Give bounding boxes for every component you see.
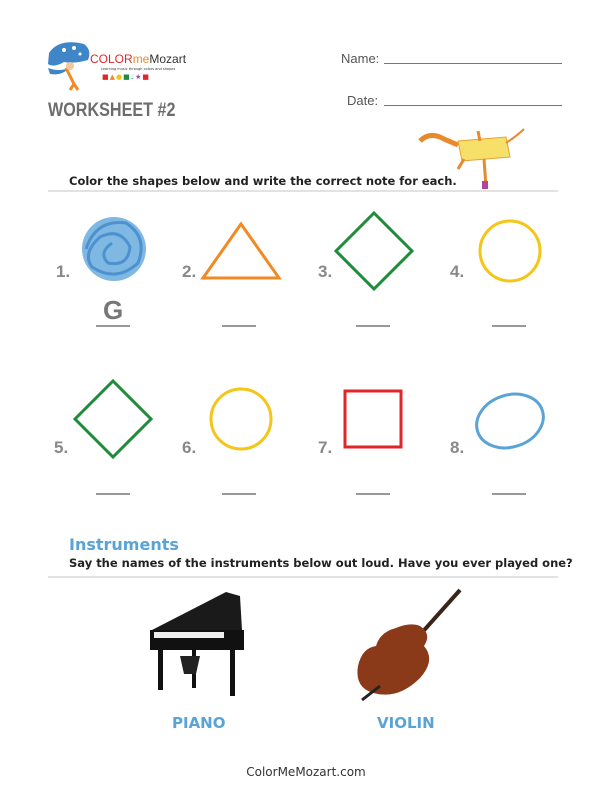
circle-shape[interactable] xyxy=(208,386,274,452)
grand-piano-image-icon xyxy=(140,590,250,702)
date-label: Date: xyxy=(347,93,379,108)
shapes-instructions: Color the shapes below and write the correct note for each. xyxy=(69,174,457,188)
answer-blank[interactable] xyxy=(492,325,526,327)
shape-number: 1. xyxy=(56,262,71,281)
name-label: Name: xyxy=(341,51,380,66)
triangle-shape[interactable] xyxy=(200,220,282,282)
shape-number: 6. xyxy=(182,438,197,457)
name-field[interactable] xyxy=(384,63,562,64)
answer-blank[interactable] xyxy=(492,493,526,495)
diamond-shape[interactable] xyxy=(72,378,154,460)
mozart-piano-logo-icon xyxy=(44,38,94,98)
answer-blank[interactable] xyxy=(356,325,390,327)
divider xyxy=(48,190,558,192)
shape-number: 4. xyxy=(450,262,465,281)
divider xyxy=(48,576,558,578)
answer-blank[interactable] xyxy=(222,325,256,327)
shape-number: 8. xyxy=(450,438,465,457)
shape-number: 3. xyxy=(318,262,333,281)
answer-blank[interactable] xyxy=(96,325,130,327)
answer-blank[interactable] xyxy=(96,493,130,495)
shape-number: 2. xyxy=(182,262,197,281)
date-field[interactable] xyxy=(384,105,562,106)
logo-text: COLORmeMozart xyxy=(90,52,187,66)
piano-label: PIANO xyxy=(172,714,226,732)
answer-text[interactable]: G xyxy=(103,295,124,325)
scribble-circle-shape[interactable] xyxy=(76,213,152,285)
logo-tagline: Learning music through colors and shapes xyxy=(101,67,176,71)
answer-blank[interactable] xyxy=(222,493,256,495)
ellipse-shape[interactable] xyxy=(472,390,548,452)
circle-shape[interactable] xyxy=(477,218,543,284)
square-shape[interactable] xyxy=(342,388,404,450)
violin-label: VIOLIN xyxy=(377,714,435,732)
instruments-prompt: Say the names of the instruments below out loud. Have you ever played one? xyxy=(69,556,573,570)
shape-number: 5. xyxy=(54,438,69,457)
logo-shapes: ■▲●■♩★■ xyxy=(102,73,150,81)
footer-website[interactable]: ColorMeMozart.com xyxy=(246,765,366,779)
shape-number: 7. xyxy=(318,438,333,457)
answer-blank[interactable] xyxy=(356,493,390,495)
diamond-shape[interactable] xyxy=(333,210,415,292)
violin-image-icon xyxy=(350,586,470,702)
worksheet-title: WORKSHEET #2 xyxy=(48,100,176,121)
instruments-heading: Instruments xyxy=(69,535,179,554)
